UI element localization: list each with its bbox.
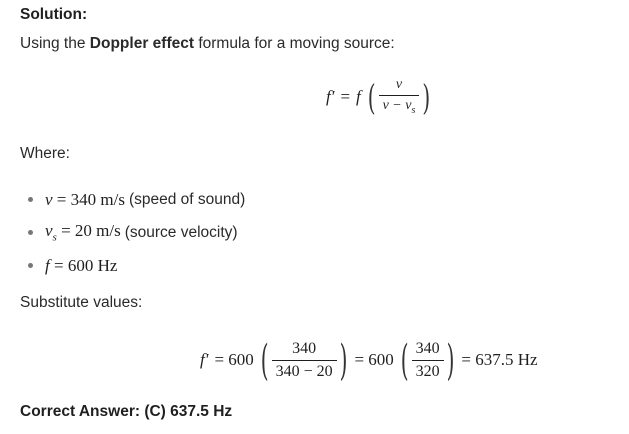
list-item: [28, 249, 245, 282]
intro-text: [20, 35, 395, 53]
bullet-dot: [28, 197, 33, 202]
fraction-denominator: [379, 95, 420, 116]
variable-value: = 340 m/s: [56, 189, 125, 209]
intro-after: formula for a moving source:: [194, 35, 395, 52]
fraction-1-numerator: 340: [292, 339, 317, 357]
intro-bold-term: Doppler effect: [89, 35, 195, 52]
variable-expr: [45, 190, 125, 210]
bullet-dot: [28, 230, 33, 235]
variable-description: (source velocity): [124, 223, 238, 241]
left-paren: (: [367, 76, 376, 118]
left-paren: (: [400, 334, 409, 386]
formula2-eq2: = 600: [354, 350, 394, 369]
variable-subscript: s: [52, 231, 57, 244]
right-paren: ): [339, 334, 348, 386]
list-item: [28, 216, 245, 249]
variable-expr: [45, 221, 121, 243]
fraction-numerator: v: [395, 77, 403, 93]
variable-symbol: v: [45, 189, 53, 209]
substitute-label: Substitute values:: [20, 294, 143, 311]
right-paren: ): [422, 76, 431, 118]
fraction-1-denominator: 340 − 20: [272, 360, 337, 380]
fraction-2: [412, 341, 444, 380]
doppler-formula: [326, 72, 431, 122]
variable-value: = 600 Hz: [53, 255, 118, 275]
formula-equals: =: [340, 87, 351, 106]
solution-heading: Solution:: [20, 6, 88, 23]
variable-symbol: v: [45, 221, 53, 241]
variable-value: = 20 m/s: [61, 221, 121, 241]
denominator-main: v − v: [382, 98, 412, 114]
left-paren: (: [260, 334, 269, 386]
variable-description: (speed of sound): [128, 190, 246, 208]
denominator-subscript: s: [411, 104, 416, 116]
correct-answer: Correct Answer: (C) 637.5 Hz: [20, 403, 233, 420]
substitution-formula: [200, 332, 538, 388]
formula-lhs: f′: [326, 87, 335, 106]
list-item: [28, 183, 245, 216]
formula2-result: = 637.5 Hz: [461, 350, 538, 369]
formula2-eq1: = 600: [214, 350, 254, 369]
variable-symbol: f: [45, 255, 50, 275]
intro-before: Using the: [20, 35, 90, 52]
bullet-dot: [28, 263, 33, 268]
right-paren: ): [446, 334, 455, 386]
formula-fraction: [379, 78, 420, 116]
formula2-lhs: f′: [200, 350, 209, 369]
fraction-2-denominator: 320: [412, 360, 444, 380]
fraction-2-numerator: 340: [415, 339, 440, 357]
formula-f: f: [356, 87, 361, 106]
variable-list: [28, 183, 245, 282]
where-label: Where:: [20, 145, 70, 162]
variable-expr: [45, 256, 117, 276]
fraction-1: [272, 341, 337, 380]
